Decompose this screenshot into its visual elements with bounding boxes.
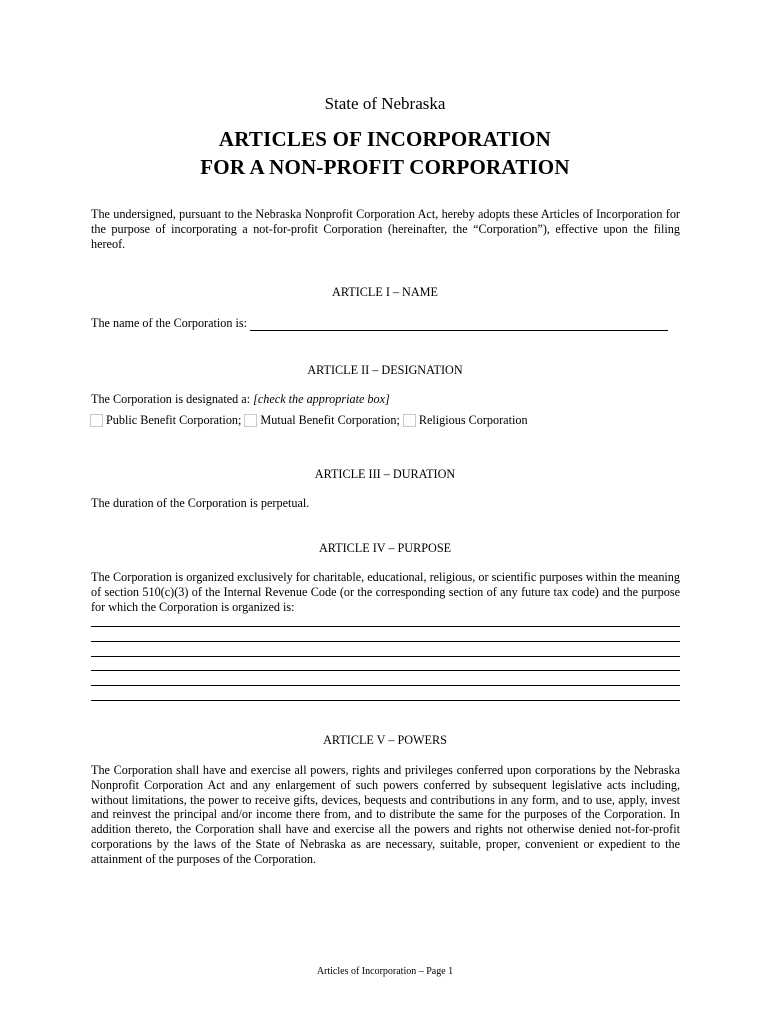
designation-options (90, 413, 531, 428)
option-mutual-benefit[interactable] (244, 413, 399, 428)
mutual-benefit-checkbox[interactable] (244, 414, 257, 427)
designation-label: The Corporation is designated a: (91, 392, 251, 406)
religious-label: Religious Corporation (418, 413, 528, 427)
purpose-line-4[interactable] (91, 670, 680, 671)
article-4-heading: ARTICLE IV – PURPOSE (318, 541, 452, 555)
intro-paragraph: The undersigned, pursuant to the Nebraska Nonprofit Corporation Act, hereby adopts these Articles of Incorporation for the purpose of incorporating a not-for-profit Corporation (hereinafter, the “Corporation”), effective upon the filing hereof. (91, 207, 680, 251)
state-heading: State of Nebraska (324, 94, 446, 113)
article-5-heading: ARTICLE V – POWERS (323, 733, 447, 747)
religious-checkbox[interactable] (403, 414, 416, 427)
purpose-line-1[interactable] (91, 626, 680, 627)
public-benefit-label: Public Benefit Corporation; (106, 413, 242, 427)
designation-label-row (91, 392, 390, 407)
designation-instruction: [check the appropriate box] (253, 392, 390, 406)
purpose-line-3[interactable] (91, 656, 680, 657)
mutual-benefit-label: Mutual Benefit Corporation; (260, 413, 400, 427)
public-benefit-checkbox[interactable] (90, 414, 103, 427)
corporation-name-field[interactable] (250, 318, 668, 331)
page-footer: Articles of Incorporation – Page 1 (316, 966, 454, 977)
option-public-benefit[interactable] (90, 413, 241, 428)
corporation-name-row (91, 316, 668, 331)
article-1-heading: ARTICLE I – NAME (332, 285, 438, 299)
purpose-line-6[interactable] (91, 700, 680, 701)
purpose-line-2[interactable] (91, 641, 680, 642)
powers-paragraph: The Corporation shall have and exercise all powers, rights and privileges conferred upon corporations by the Nebraska Nonprofit Corporation Act and any enlargement of such powers conferred by subsequent legislative acts including, without limitations, the power to receive gifts, devices, bequests and contributions in any form, and to use, apply, invest and reinvest the principal and/or income there from, and to distribute the same for the purposes of the Corporation. In addition thereto, the Corporation shall have and exercise all the powers and rights not otherwise denied not-for-profit corporations by the laws of the State of Nebraska as are necessary, suitable, proper, convenient or expedient to the attainment of the purposes of the Corporation. (91, 763, 680, 866)
purpose-paragraph: The Corporation is organized exclusively for charitable, educational, religious, or scientific purposes within the meaning of section 510(c)(3) of the Internal Revenue Code (or the corresponding section of any future tax code) and the purpose for which the Corporation is organized is: (91, 570, 680, 614)
document-title-line-1: ARTICLES OF INCORPORATION (218, 127, 552, 151)
option-religious[interactable] (403, 413, 528, 428)
article-3-heading: ARTICLE III – DURATION (314, 467, 456, 481)
corporation-name-label: The name of the Corporation is: (91, 316, 248, 330)
duration-text: The duration of the Corporation is perpetual. (91, 496, 310, 510)
purpose-line-5[interactable] (91, 685, 680, 686)
document-title-line-2: FOR A NON-PROFIT CORPORATION (200, 155, 570, 179)
article-2-heading: ARTICLE II – DESIGNATION (307, 363, 463, 377)
